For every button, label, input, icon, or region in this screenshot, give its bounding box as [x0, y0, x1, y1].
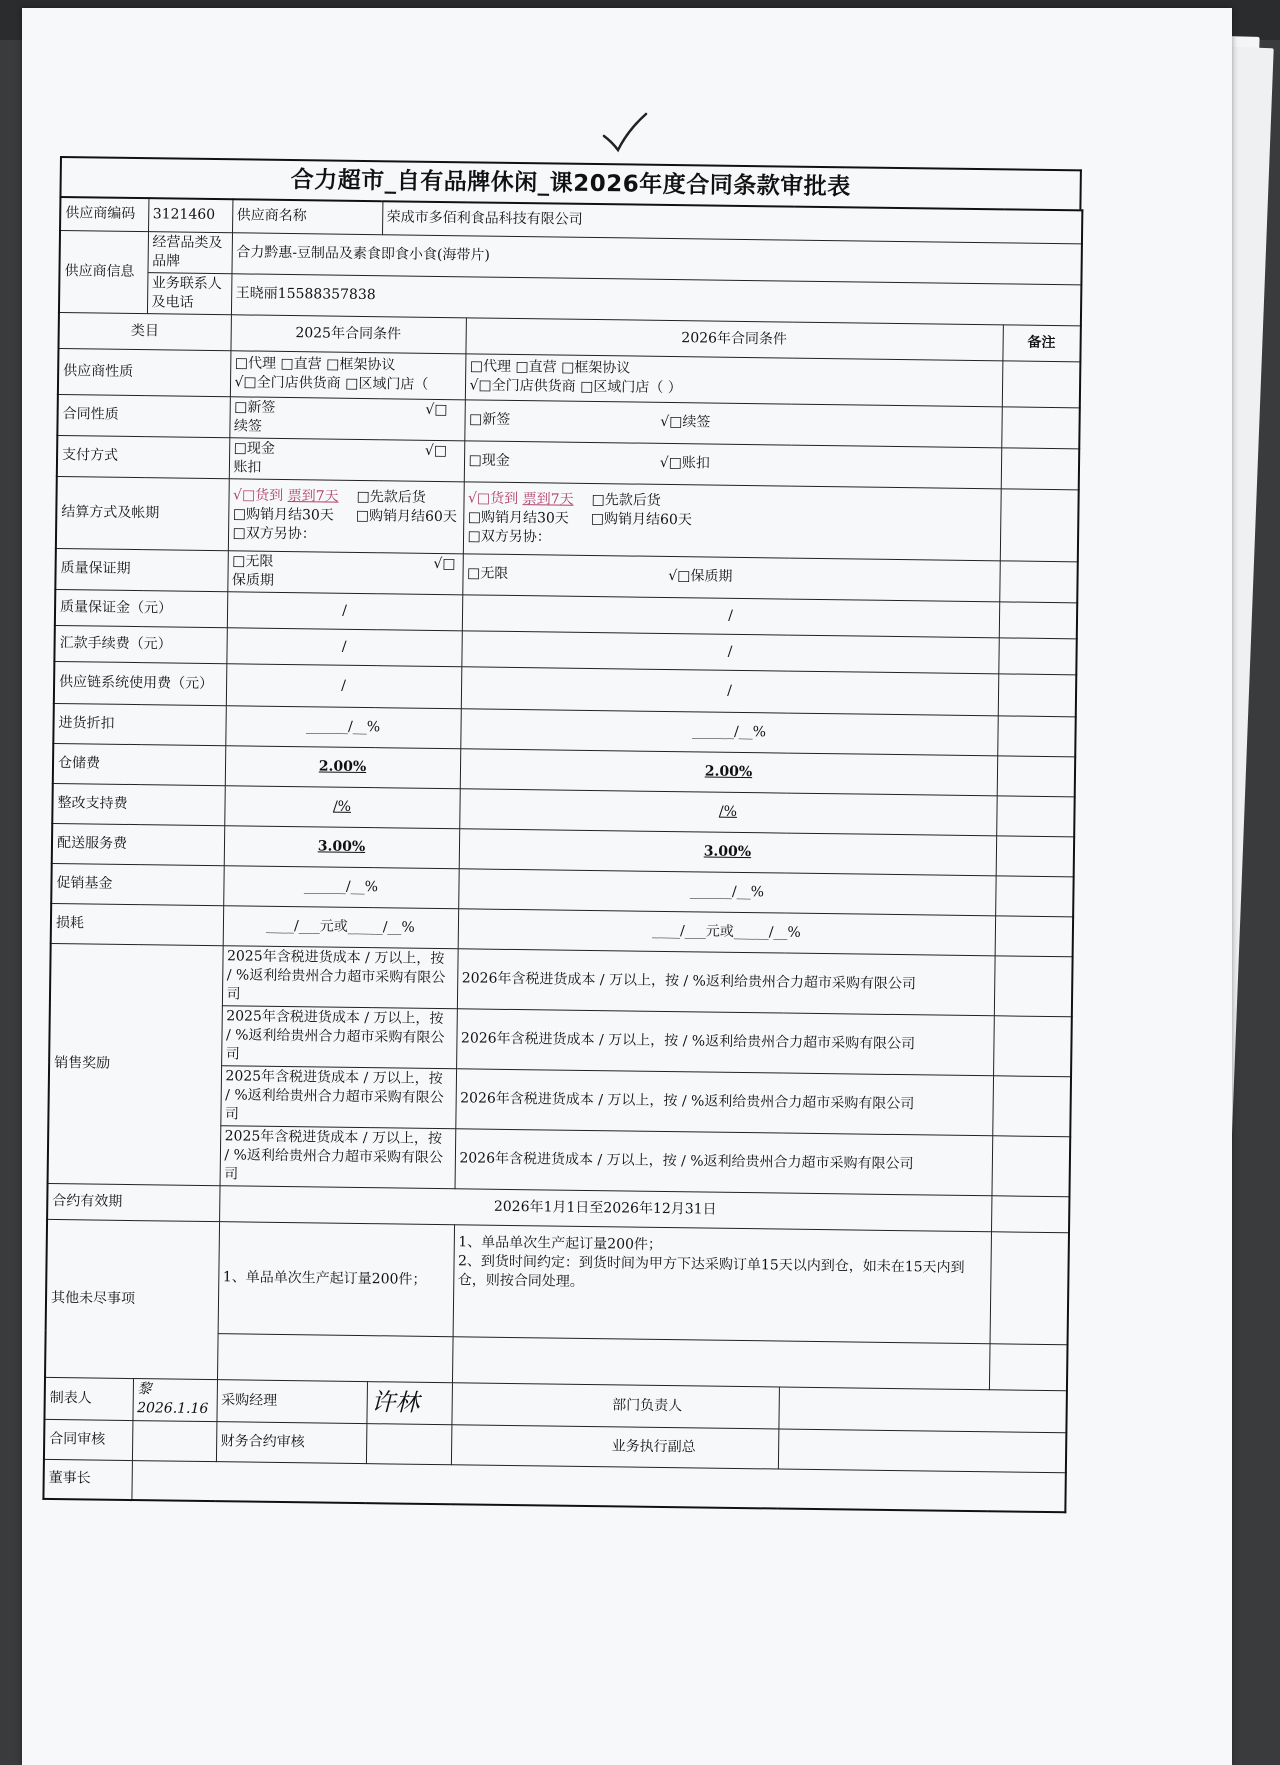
remark-cell	[998, 637, 1076, 674]
new-option: □新签	[234, 398, 276, 416]
quality-period-2025	[227, 550, 463, 594]
loss-label: 损耗	[51, 903, 224, 945]
chairman-label: 董事长	[43, 1459, 132, 1500]
purchase-manager-label: 采购经理	[216, 1379, 367, 1423]
promo-fund-label: 促销基金	[51, 863, 224, 905]
form-table	[42, 196, 1083, 1513]
remark-header: 备注	[1002, 324, 1080, 361]
rectify-fee-2026: /%	[459, 788, 996, 835]
rectify-fee-2025: /%	[224, 785, 460, 828]
other-matters-2026	[453, 1224, 991, 1343]
form-title: 合力超市_自有品牌休闲_课2026年度合同条款审批表	[59, 156, 1081, 209]
contract-review-label: 合同审核	[44, 1419, 133, 1460]
settlement-row	[56, 476, 1079, 561]
remark-cell	[995, 915, 1074, 956]
remark-cell	[1001, 406, 1080, 448]
loss-2025: ____/___元或_____/__%	[223, 905, 459, 948]
header-2025: 2025年合同条件	[230, 314, 465, 353]
delivery-fee-label: 配送服务费	[52, 823, 225, 865]
vp-signature	[778, 1429, 1066, 1473]
monthly60-option: □购销月结60天	[355, 507, 458, 525]
sales-reward-2025: 2025年含税进货成本 / 万以上，按 / %返利给贵州合力超市采购有限公司	[222, 945, 458, 1008]
nature-line2: √□全门店供货商 □区域门店（	[234, 374, 429, 393]
renew-option: √□续签	[660, 413, 711, 431]
settlement-2026	[463, 481, 1001, 560]
monthly60-option: □购销月结60天	[590, 510, 692, 528]
supplier-name-label: 供应商名称	[232, 199, 382, 234]
cash-option: □现金	[468, 452, 510, 469]
quality-deposit-label: 质量保证金（元）	[55, 589, 227, 627]
remark-cell	[995, 875, 1074, 916]
unlimited-option: □无限	[232, 552, 274, 570]
remark-cell	[1000, 488, 1079, 561]
validity-value: 2026年1月1日至2026年12月31日	[219, 1185, 991, 1231]
shelf-life-option: √□保质期	[231, 555, 456, 589]
purchase-discount-2025: ______/__%	[225, 705, 461, 748]
payment-2026	[464, 440, 1001, 488]
sales-reward-2025: 2025年含税进货成本 / 万以上，按 / %返利给贵州合力超市采购有限公司	[221, 1005, 457, 1068]
remit-fee-2026: /	[461, 630, 998, 673]
remark-cell	[997, 715, 1076, 756]
prepay-option: □先款后货	[356, 488, 426, 506]
category-label: 经营品类及品牌	[147, 231, 232, 273]
sales-reward-2026: 2026年含税进货成本 / 万以上，按 / %返利给贵州合力超市采购有限公司	[457, 948, 995, 1015]
dept-head-signature	[778, 1387, 1067, 1433]
remark-cell	[990, 1231, 1069, 1344]
nature-line2: √□全门店供货商 □区域门店（ ）	[469, 377, 682, 397]
sales-reward-2026: 2026年含税进货成本 / 万以上，按 / %返利给贵州合力超市采购有限公司	[455, 1128, 993, 1195]
header-2026: 2026年合同条件	[465, 317, 1002, 360]
goods-arrival-option: √□货到	[232, 486, 284, 504]
other-matters-2025: 1、单品单次生产起订量200件；	[218, 1221, 454, 1336]
remark-cell	[996, 835, 1075, 876]
category-value: 合力黔惠-豆制品及素食即食小食(海带片)	[231, 232, 1081, 284]
preparer-label: 制表人	[44, 1377, 133, 1420]
supplier-nature-2026	[465, 353, 1003, 406]
contract-type-label: 合同性质	[57, 394, 230, 437]
supply-chain-fee-2025: /	[226, 663, 462, 708]
sales-reward-2026: 2026年含税进货成本 / 万以上，按 / %返利给贵州合力超市采购有限公司	[456, 1008, 994, 1075]
other-2026-item1: 1、单品单次生产起订量200件；	[458, 1233, 663, 1253]
other-matters-row	[46, 1219, 1069, 1344]
remark-cell	[989, 1343, 1068, 1390]
remark-cell	[991, 1195, 1069, 1232]
rectify-fee-label: 整改支持费	[52, 783, 225, 825]
shelf-life-option: √□保质期	[668, 567, 733, 585]
contract-type-2026	[464, 399, 1001, 447]
category-header: 类目	[58, 312, 230, 350]
contract-type-2025	[229, 396, 465, 440]
settlement-2025	[228, 478, 464, 553]
supply-chain-fee-2026: /	[461, 666, 999, 715]
storage-fee-2026: 2.00%	[460, 748, 997, 795]
supplier-nature-label: 供应商性质	[58, 348, 231, 396]
storage-fee-label: 仓储费	[53, 743, 226, 785]
contract-review-signature	[132, 1420, 217, 1461]
dept-head-label: 部门负责人	[451, 1382, 779, 1428]
sales-reward-2026: 2026年含税进货成本 / 万以上，按 / %返利给贵州合力超市采购有限公司	[455, 1068, 993, 1135]
sales-reward-label: 销售奖励	[48, 943, 223, 1185]
purchase-discount-2026: ______/__%	[460, 708, 997, 755]
promo-fund-2025: ______/__%	[223, 865, 459, 908]
purchase-manager-signature: 许林	[366, 1381, 452, 1424]
delivery-fee-2026: 3.00%	[459, 828, 996, 875]
settlement-label: 结算方式及帐期	[56, 476, 229, 550]
supplier-name-value: 荣成市多佰利食品科技有限公司	[382, 201, 1082, 243]
new-option: □新签	[468, 411, 511, 428]
purchase-discount-label: 进货折扣	[53, 703, 226, 745]
supplier-code-value: 3121460	[148, 198, 232, 232]
remit-fee-label: 汇款手续费（元）	[54, 625, 226, 663]
sales-reward-row	[50, 943, 1073, 1016]
blank-cell	[452, 1336, 990, 1389]
remark-cell	[996, 795, 1075, 836]
deduct-option: √□账扣	[659, 454, 711, 472]
remark-cell	[999, 560, 1078, 602]
preparer-signature: 黎 2026.1.16	[132, 1378, 217, 1421]
storage-fee-2025: 2.00%	[225, 745, 461, 788]
finance-review-signature	[366, 1423, 452, 1464]
supplier-nature-2025	[230, 350, 466, 399]
checkmark-icon	[600, 112, 650, 157]
sales-reward-2025: 2025年含税进货成本 / 万以上，按 / %返利给贵州合力超市采购有限公司	[220, 1125, 456, 1188]
approval-form	[41, 156, 1082, 1597]
payment-label: 支付方式	[57, 435, 230, 478]
remark-cell	[991, 1135, 1070, 1196]
monthly30-option: □购销月结30天	[467, 508, 569, 527]
payment-2025	[229, 437, 465, 481]
invoice-days: 票到7天	[287, 487, 339, 505]
contact-value: 王晓丽15588357838	[231, 273, 1081, 325]
supplier-info-label: 供应商信息	[59, 230, 148, 313]
prepay-option: □先款后货	[591, 491, 661, 509]
cash-option: □现金	[233, 439, 276, 457]
supply-chain-fee-label: 供应链系统使用费（元）	[54, 661, 227, 705]
sales-reward-2025: 2025年含税进货成本 / 万以上，按 / %返利给贵州合力超市采购有限公司	[220, 1065, 456, 1128]
nature-line1: □代理 □直营 □框架协议	[234, 355, 396, 374]
finance-review-label: 财务合约审核	[216, 1421, 367, 1463]
loss-2026: ____/___元或_____/__%	[458, 908, 995, 955]
quality-deposit-2025: /	[227, 591, 462, 630]
quality-period-label: 质量保证期	[55, 548, 228, 591]
quality-period-2026	[462, 553, 999, 601]
invoice-days: 票到7天	[522, 490, 574, 508]
validity-label: 合约有效期	[47, 1183, 219, 1221]
other-2026-item2: 2、到货时间约定：到货时间为甲方下达采购订单15天以内到仓，如未在15天内到仓，则按合同处理。	[457, 1252, 965, 1290]
quality-deposit-2026: /	[462, 594, 999, 637]
remark-cell	[1001, 447, 1080, 489]
monthly30-option: □购销月结30天	[232, 505, 334, 524]
vp-label: 业务执行副总	[451, 1424, 778, 1468]
goods-arrival-option: √□货到	[467, 489, 519, 507]
remark-cell	[997, 755, 1076, 796]
remark-cell	[993, 1015, 1072, 1076]
negotiate-option: □双方另协：	[232, 524, 316, 542]
supplier-code-label: 供应商编码	[60, 197, 148, 231]
remark-cell	[999, 601, 1077, 638]
remark-cell	[1002, 360, 1081, 407]
renew-option: √□续签	[233, 401, 448, 435]
nature-line1: □代理 □直营 □框架协议	[469, 358, 631, 377]
remark-cell	[998, 673, 1077, 716]
promo-fund-2026: ______/__%	[458, 868, 995, 915]
other-matters-label: 其他未尽事项	[45, 1219, 219, 1379]
negotiate-option: □双方另协：	[467, 527, 551, 545]
blank-cell	[217, 1333, 453, 1382]
contact-label: 业务联系人及电话	[147, 272, 232, 314]
remark-cell	[992, 1075, 1071, 1136]
deduct-option: √□账扣	[233, 442, 448, 476]
remit-fee-2025: /	[226, 627, 461, 666]
unlimited-option: □无限	[466, 565, 509, 582]
remark-cell	[994, 955, 1073, 1016]
delivery-fee-2025: 3.00%	[224, 825, 460, 868]
